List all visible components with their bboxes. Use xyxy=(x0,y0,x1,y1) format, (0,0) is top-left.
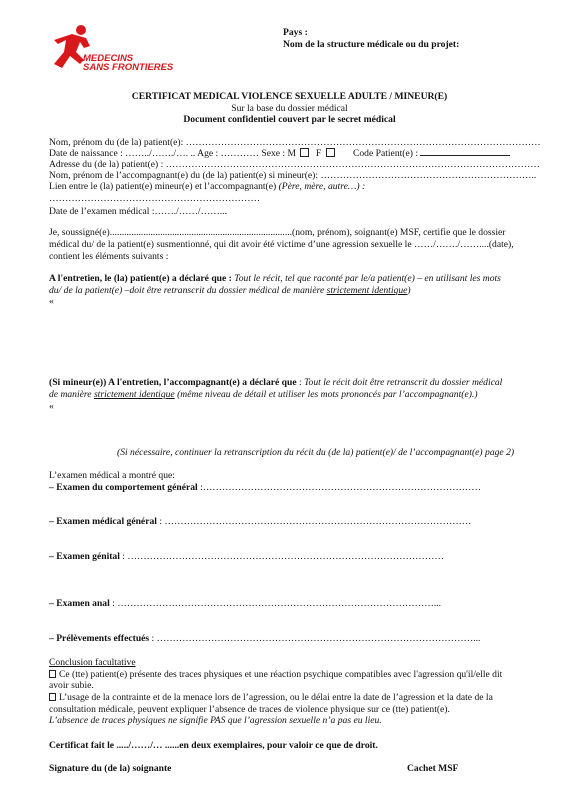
samples-field[interactable]: : ………………………………………………………………………………………... xyxy=(149,633,481,644)
exam-date-field[interactable]: Date de l’examen médical :……./……/……... xyxy=(49,206,227,217)
continuation-note: (Si nécessaire, continuer la retranscription du récit du (de la) patient(e)/ de l’accompagnant(e) page 2) xyxy=(117,447,515,458)
sex-m-checkbox[interactable] xyxy=(300,148,309,157)
conclusion-option-2-text-b: consultation médicale, peuvent expliquer l’absence de traces de violence physique sur ce (tte) patient(e). xyxy=(49,704,450,715)
patient-account-area[interactable] xyxy=(49,306,529,370)
interview-open-quote: « xyxy=(49,296,54,307)
birthdate-field[interactable]: Date de naissance : ……../……./…. .. Age : ………… Sexe : M xyxy=(49,148,297,159)
conclusion-option-2-text-a: L’usage de la contrainte et de la menace lors de l’agression, ou le délai entre la date de l’agression et la date de la xyxy=(59,692,493,703)
declaration-line-3: contient les éléments suivants : xyxy=(49,251,169,262)
sex-f-checkbox[interactable] xyxy=(326,148,335,157)
logo-line-2: SANS FRONTIERES xyxy=(83,62,174,73)
confidential-notice: Document confidentiel couvert par le secret médical xyxy=(183,114,396,125)
minor-instruction-1: Tout le récit doit être retranscrit du dossier médical xyxy=(304,377,503,388)
interview-instruction-1: Tout le récit, tel que raconté par le/a patient(e) – en utilisant les mots xyxy=(234,273,501,284)
sex-f-label: F xyxy=(315,148,322,159)
interview-instruction-2: du/ de la patient(e) –doit être retranscrit du dossier médical de manière xyxy=(49,285,327,296)
behaviour-exam-row[interactable] xyxy=(49,482,481,493)
minor-instruction-2a: de manière xyxy=(49,389,94,400)
document-title: CERTIFICAT MEDICAL VIOLENCE SEXUELLE ADULTE / MINEUR(E) xyxy=(131,91,448,102)
relationship-row xyxy=(49,181,365,192)
relationship-field[interactable]: ………………………………………………………… xyxy=(49,193,261,204)
logo-line-1: MEDECINS xyxy=(83,53,134,64)
conclusion-option-2[interactable] xyxy=(49,692,493,703)
relationship-hint: (Père, mère, autre…) : xyxy=(278,181,366,192)
general-exam-field[interactable]: : …………………………………………………………………………………… xyxy=(156,516,472,527)
minor-strict-text: strictement identique xyxy=(93,389,175,400)
interview-line-1 xyxy=(49,273,501,284)
genital-exam-row[interactable] xyxy=(49,551,444,562)
patient-code-field[interactable] xyxy=(420,148,510,156)
minor-line-1 xyxy=(49,377,502,388)
interview-close-paren: ) xyxy=(407,285,411,296)
minor-open-quote: « xyxy=(49,401,54,412)
interview-strict-text: strictement identique xyxy=(326,285,408,296)
samples-label: – Prélèvements effectués xyxy=(49,633,150,644)
minor-colon: : xyxy=(296,377,305,388)
conclusion-option-2-checkbox[interactable] xyxy=(49,693,56,701)
general-exam-row[interactable] xyxy=(49,516,471,527)
relationship-label: Lien entre le (la) patient(e) mineur(e) et l’accompagnant(e) xyxy=(49,181,279,192)
conclusion-option-1-checkbox[interactable] xyxy=(49,670,56,678)
general-exam-label: – Examen médical général xyxy=(49,516,157,527)
companion-account-area[interactable] xyxy=(49,411,529,443)
exam-intro: L’examen médical a montré que: xyxy=(49,470,175,481)
companion-name-field[interactable]: Nom, prénom de l’accompagnant(e) du (de la) patient(e) si mineur(e): ………………………………………………………….. xyxy=(49,170,537,181)
anal-exam-field[interactable]: : ………………………………………………………………………………………... xyxy=(109,598,442,609)
birthdate-age-sex-row xyxy=(49,148,510,159)
conclusion-option-1[interactable] xyxy=(49,669,502,680)
minor-instruction-2b: (même niveau de détail et utiliser les mots prononcés par l’accompagnant(e).) xyxy=(174,389,478,400)
samples-row[interactable] xyxy=(49,633,480,644)
patient-name-field[interactable]: Nom, prénom du (de la) patient(e): ………………………………………………………………………………………………… xyxy=(49,137,541,148)
conclusion-note: L’absence de traces physiques ne signifie PAS que l’agression sexuelle n’a pas eu lieu. xyxy=(49,715,382,726)
structure-label: Nom de la structure médicale ou du projet: xyxy=(283,39,460,50)
behaviour-exam-field[interactable]: :…………………………………………………………………………… xyxy=(197,482,481,493)
address-field[interactable]: Adresse du (de la) patient(e) : ……………………………………………………………………………………………………… xyxy=(49,159,540,170)
msf-logo xyxy=(50,24,180,80)
genital-exam-field[interactable]: : ……………………………………………………………………………………… xyxy=(119,551,444,562)
anal-exam-label: – Examen anal xyxy=(49,598,110,609)
anal-exam-row[interactable] xyxy=(49,598,441,609)
pays-label: Pays : xyxy=(283,27,308,38)
certificate-statement: Certificat fait le ...../……/… ......en deux exemplaires, pour valoir ce que de droit. xyxy=(49,740,378,751)
msf-stamp-label: Cachet MSF xyxy=(407,763,459,774)
conclusion-option-1-text-a: Ce (tte) patient(e) présente des traces physiques et une réaction psychique compatibles avec l'agression qu'il/elle dit xyxy=(59,669,503,680)
behaviour-exam-label: – Examen du comportement général xyxy=(49,482,198,493)
interview-heading: A l'entretien, le (la) patient(e) a déclaré que : xyxy=(49,273,235,284)
genital-exam-label: – Examen génital xyxy=(49,551,120,562)
conclusion-option-1-text-b: avoir subie. xyxy=(49,680,94,691)
minor-line-2 xyxy=(49,389,478,400)
conclusion-title: Conclusion facultative xyxy=(49,657,136,668)
declaration-line-1: Je, soussigné(e)............................................................................(nom, prénom), soignant(e) MSF, certifie que le dossier xyxy=(49,227,506,238)
patient-code-label: Code Patient(e) : xyxy=(352,148,418,159)
document-subtitle: Sur la base du dossier médical xyxy=(231,103,348,114)
declaration-line-2: médical du/ de la patient(e) susmentionné, qui dit avoir été victime d’une agression sexuelle le ……/……./……....(date), xyxy=(49,239,514,250)
minor-heading: (Si mineur(e)) A l'entretien, l’accompagnant(e) a déclaré que xyxy=(49,377,297,388)
interview-line-2 xyxy=(49,285,411,296)
signature-label: Signature du (de la) soignante xyxy=(49,763,172,774)
